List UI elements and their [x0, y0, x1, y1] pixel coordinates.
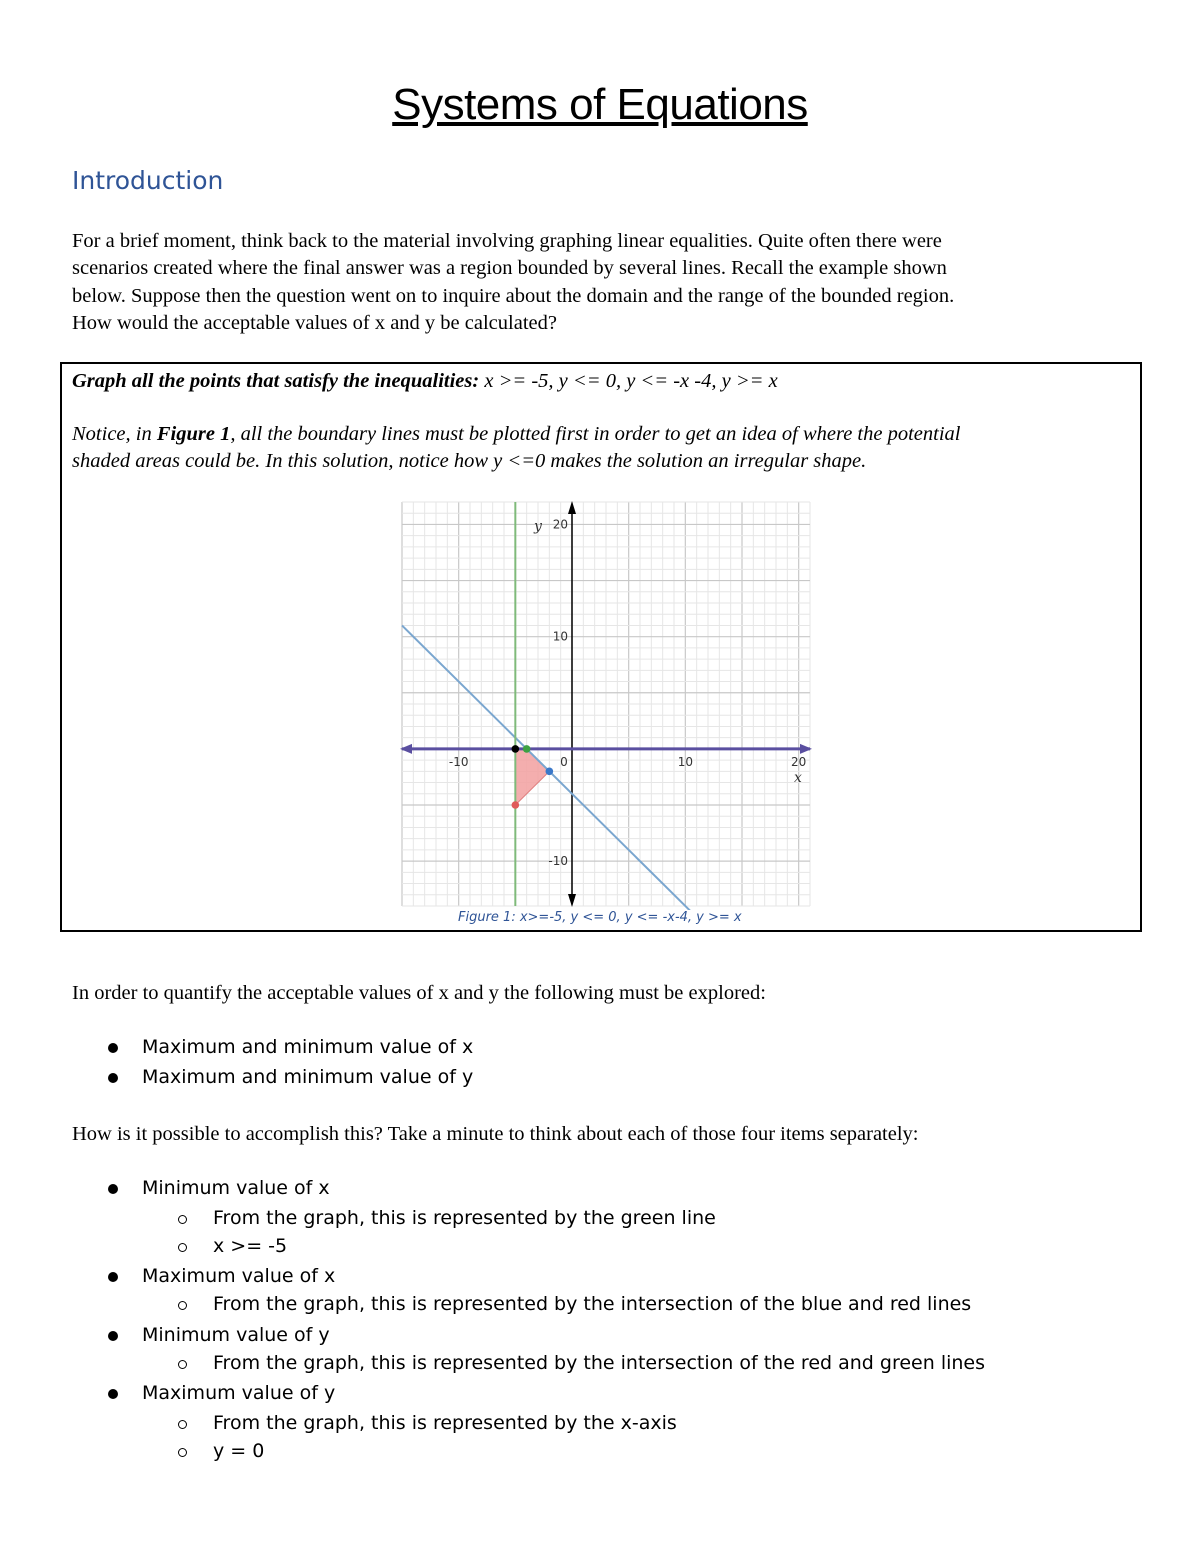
intersection-point [512, 745, 520, 753]
example-prompt [72, 368, 778, 395]
bullet-icon [108, 1272, 118, 1282]
x-tick-label: -10 [448, 754, 469, 769]
sub-item: From the graph, this is represented by the intersection of the blue and red lines [213, 1293, 972, 1315]
bullet-icon [108, 1331, 118, 1341]
intro-line: scenarios created where the final answer was a region bounded by several lines. Recall the example shown [72, 257, 947, 280]
bullet-icon [108, 1043, 118, 1053]
list-item: Maximum value of y [142, 1382, 336, 1404]
bullet-icon [108, 1073, 118, 1083]
y-axis-label: y [534, 518, 542, 535]
y-axis-arrow-up [568, 501, 576, 514]
intersection-point [523, 745, 531, 753]
list-item: Minimum value of y [142, 1324, 330, 1346]
intro-line: How would the acceptable values of x and y be calculated? [72, 311, 557, 334]
example-notice [72, 421, 1122, 475]
bullet-icon [108, 1389, 118, 1399]
sub-item: From the graph, this is represented by the x-axis [213, 1412, 677, 1434]
notice-line1-rest: , all the boundary lines must be plotted first in order to get an idea of where the potential [230, 423, 961, 445]
intersection-point [512, 801, 520, 809]
sub-item: y = 0 [213, 1440, 265, 1462]
notice-line2: shaded areas could be. In this solution, notice how y <=0 makes the solution an irregular shape. [72, 450, 867, 472]
howis-text: How is it possible to accomplish this? Take a minute to think about each of those four items separately: [72, 1123, 919, 1145]
prompt-bold: Graph all the points that satisfy the inequalities: [72, 370, 480, 392]
x-tick-label: 10 [677, 754, 693, 769]
example-box [60, 362, 1142, 932]
y-tick-label: 20 [552, 517, 568, 532]
shaded-region [515, 749, 549, 805]
intro-line: below. Suppose then the question went on to inquire about the domain and the range of the bounded region. [72, 284, 955, 307]
prompt-rest: x >= -5, y <= 0, y <= -x -4, y >= x [479, 370, 778, 392]
x-tick-label: 0 [560, 754, 568, 769]
sub-item: x >= -5 [213, 1235, 288, 1257]
x-tick-label: 20 [791, 754, 807, 769]
intro-line: For a brief moment, think back to the material involving graphing linear equalities. Quite often there were [72, 230, 942, 252]
list-item: Maximum value of x [142, 1265, 336, 1287]
circle-bullet-icon [178, 1360, 187, 1369]
intro-paragraph [72, 228, 1132, 337]
notice-start: Notice, in [72, 423, 157, 445]
circle-bullet-icon [178, 1301, 187, 1310]
x-axis-label: x [794, 769, 802, 786]
sub-item: From the graph, this is represented by the green line [213, 1207, 716, 1229]
page-title: Systems of Equations [392, 80, 808, 129]
y-tick-label: -10 [548, 854, 568, 869]
y-tick-label: 10 [552, 629, 568, 644]
y-axis-arrow-down [568, 894, 576, 907]
sub-item: From the graph, this is represented by the intersection of the red and green lines [213, 1352, 986, 1374]
list-item: Minimum value of x [142, 1177, 330, 1199]
list-item: Maximum and minimum value of y [142, 1066, 474, 1088]
section-heading: Introduction [72, 166, 224, 195]
circle-bullet-icon [178, 1243, 187, 1252]
circle-bullet-icon [178, 1448, 187, 1457]
list-item: Maximum and minimum value of x [142, 1036, 474, 1058]
circle-bullet-icon [178, 1420, 187, 1429]
notice-figure-ref: Figure 1 [156, 423, 231, 445]
figure-caption: Figure 1: x>=-5, y <= 0, y <= -x-4, y >= x [458, 910, 742, 925]
bullet-icon [108, 1184, 118, 1194]
intersection-point [546, 768, 554, 776]
explore-text: In order to quantify the acceptable values of x and y the following must be explored: [72, 982, 766, 1004]
figure-1-graph [398, 498, 814, 910]
circle-bullet-icon [178, 1215, 187, 1224]
